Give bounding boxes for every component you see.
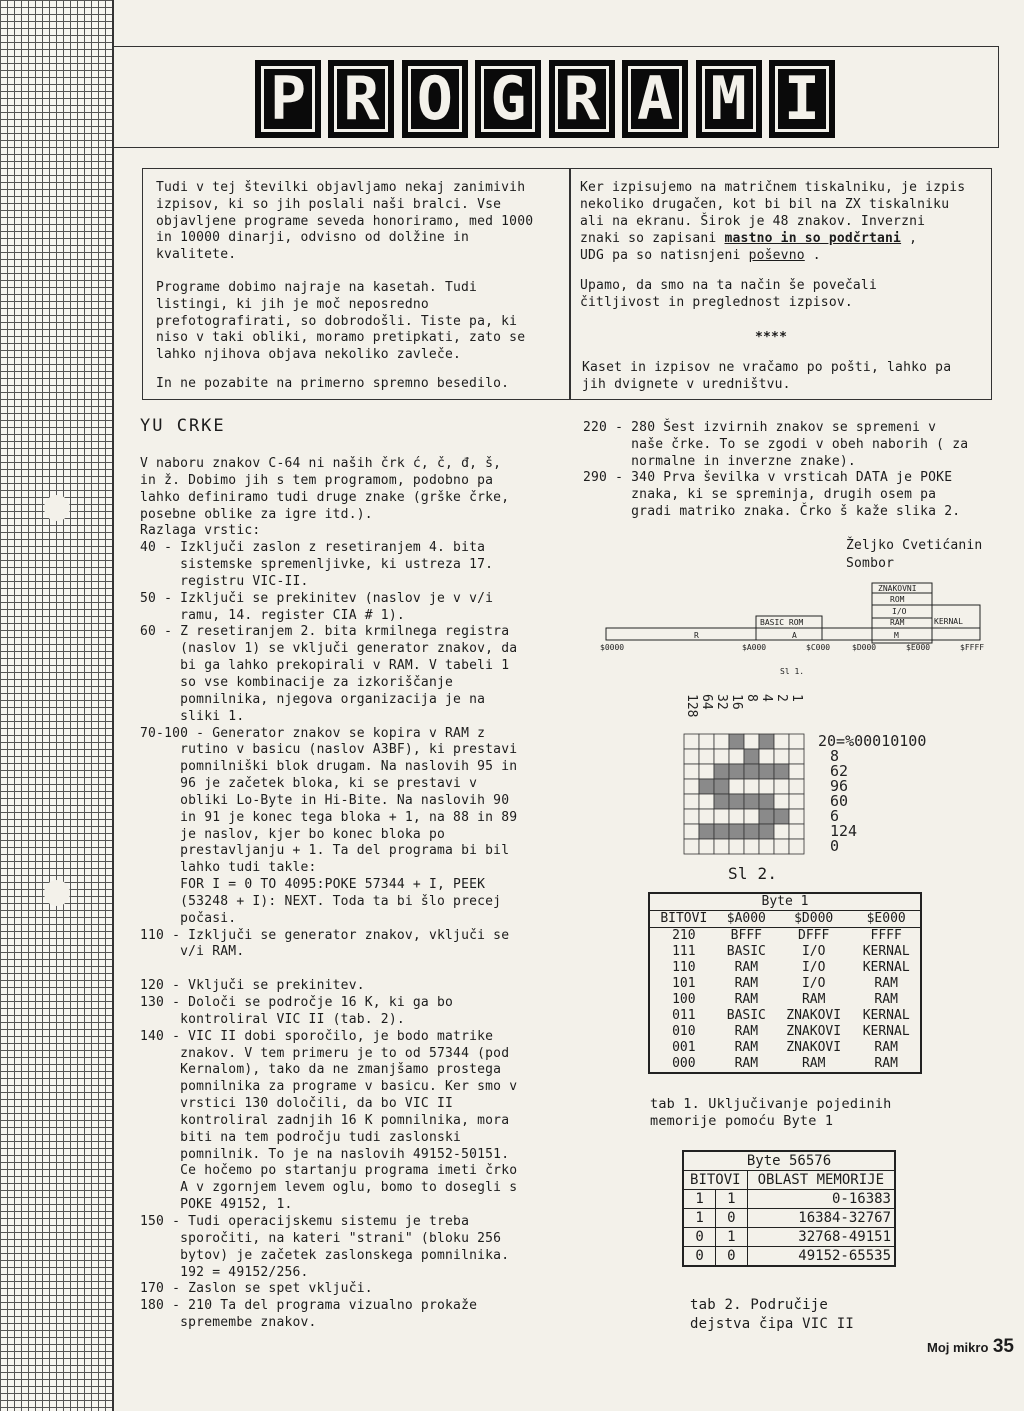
table-cell: I/O [801, 960, 826, 975]
table-cell: RAM [874, 992, 898, 1007]
text-line: prefotografirati, so dobrodošli. Tiste pa, ki [156, 313, 518, 329]
matrix-cell-empty [789, 779, 804, 794]
matrix-cell-set [744, 749, 759, 764]
bit-value-label: 8 [744, 694, 759, 702]
matrix-cell-set [699, 824, 714, 839]
table-cell: RAM [734, 976, 759, 991]
table1-header: BITOVI [649, 911, 718, 928]
matrix-cell-empty [714, 839, 729, 854]
text-line: je naslov, kjer bo konec bloka po [140, 826, 446, 842]
bit-value-label: 1 [789, 694, 804, 702]
matrix-cell-set [759, 764, 774, 779]
table-cell: ZNAKOVI [786, 1008, 842, 1023]
article-right-column [583, 420, 968, 521]
bit-value-label: 2 [774, 694, 789, 702]
table2-header-oblast: OBLAST MEMORIJE [747, 1171, 895, 1190]
table-row [649, 1008, 921, 1024]
table-cell: 001 [672, 1040, 696, 1055]
title-letter: P [255, 60, 321, 138]
text-line: počasi. [140, 910, 237, 926]
table-cell: 0 [716, 1209, 748, 1228]
text-line: Upamo, da smo na ta način še povečali [580, 278, 877, 293]
bit-value-label: 64 [699, 694, 714, 710]
title-letter: O [402, 60, 468, 138]
text-line: bi ga lahko prekopirali v RAM. V tabeli 1 [140, 658, 510, 674]
text-line: lahko njihova objava nekoliko zavleče. [156, 347, 462, 363]
address-label: $0000 [600, 643, 625, 652]
intro-right-para1 [580, 180, 965, 230]
intro-right-para3 [582, 360, 951, 394]
row-value: 20=%00010100 [818, 732, 927, 750]
table-row [683, 1190, 895, 1209]
author-city: Sombor [846, 556, 895, 571]
matrix-cell-empty [744, 839, 759, 854]
text-line: lahko tudi takle: [140, 860, 317, 876]
text-line: izpisov, ki so jih poslali naši bralci. Vse [156, 196, 502, 212]
table-row [649, 1024, 921, 1040]
address-label: $A000 [742, 643, 767, 652]
char-matrix-figure [680, 690, 980, 890]
table-cell: 0 [683, 1247, 716, 1267]
matrix-cell-empty [789, 749, 804, 764]
title-letter: G [475, 60, 541, 138]
page-footer [927, 1336, 1014, 1358]
table-cell: RAM [801, 1056, 826, 1071]
text-line: in 10000 dinarji, odvisno od dolžine in [156, 230, 470, 246]
text-line: Ce hočemo po startanju programa imeti črko [140, 1163, 518, 1179]
matrix-cell-empty [759, 779, 774, 794]
table-cell: 1 [716, 1190, 748, 1209]
text-line: gradi matriko znaka. Črko š kaže slika 2. [583, 503, 961, 519]
title-letter: M [696, 60, 762, 138]
table-row [683, 1209, 895, 1228]
matrix-cell-set [744, 764, 759, 779]
matrix-cell-set [744, 794, 759, 809]
row-value: 6 [830, 807, 840, 825]
matrix-cell-set [729, 734, 744, 749]
matrix-cell-empty [684, 839, 699, 854]
table-cell: RAM [874, 976, 898, 991]
address-label: $E000 [906, 643, 931, 652]
matrix-cell-empty [789, 794, 804, 809]
table-row [649, 944, 921, 960]
text-line: pomnilnika, njegova organizacija je na [140, 691, 486, 707]
text-line: ali na ekranu. Širok je 48 znakov. Inverzni [580, 213, 926, 229]
figure2-caption: Sl 2. [728, 864, 778, 883]
table-cell: 49152-65535 [747, 1247, 895, 1267]
text-line: čitljivost in preglednost izpisov. [580, 294, 853, 310]
matrix-cell-empty [744, 809, 759, 824]
matrix-cell-empty [684, 734, 699, 749]
magazine-name: Moj mikro [927, 1340, 989, 1355]
text-line: normalne in inverzne znake). [583, 453, 856, 469]
text-line: POKE 49152, 1. [140, 1197, 293, 1213]
label-znakovni: ZNAKOVNI [878, 584, 917, 593]
text-line: naše črke. To se zgodi v obeh naborih ( za [583, 436, 969, 452]
table-cell: RAM [874, 1040, 898, 1055]
text-line: bytov) je začetek zaslonskega pomnilnika. [140, 1247, 510, 1263]
matrix-cell-empty [789, 839, 804, 854]
matrix-cell-empty [789, 764, 804, 779]
text-line: 130 - Določi se področje 16 K, ki ga bo [140, 995, 454, 1010]
table1-header: $E000 [852, 911, 921, 928]
text-line: kontroliral zadnjih 16 K pomnilnika, mora [140, 1112, 510, 1128]
matrix-cell-empty [774, 794, 789, 809]
table-cell: RAM [874, 1056, 898, 1071]
title-letter: A [622, 60, 688, 138]
text-line: FOR I = 0 TO 4095:POKE 57344 + I, PEEK [140, 877, 486, 893]
table-cell: I/O [801, 944, 826, 959]
text-line: pomnilniški blok drugam. Na naslovih 95 in [140, 759, 518, 775]
text-line: 120 - Vključi se prekinitev. [140, 978, 365, 994]
text-line: listingi, ki jih je moč neposredno [156, 296, 429, 312]
label-a: A [792, 631, 797, 640]
punch-hole [44, 495, 70, 521]
text-line: niso v taki obliki, moramo pretipkati, zato se [156, 330, 526, 346]
label-r: R [694, 631, 699, 640]
intro-right-para2 [580, 278, 877, 312]
table-cell: BASIC [726, 1008, 766, 1023]
label-m: M [894, 631, 899, 640]
table-row [649, 976, 921, 992]
text-line: in 91 je konec tega bloka + 1, na 88 in 89 [140, 809, 518, 825]
matrix-cell-set [699, 779, 714, 794]
matrix-cell-empty [789, 824, 804, 839]
text-line: 96 je začetek bloka, ki se prestavi v [140, 776, 478, 792]
matrix-cell-empty [714, 734, 729, 749]
text-line: Ker izpisujemo na matričnem tiskalniku, je izpis [580, 180, 966, 195]
table1 [648, 892, 922, 1074]
text-line: in ž. Dobimo jih s tem programom, podobno pa [140, 472, 494, 488]
matrix-cell-empty [699, 839, 714, 854]
text-line: Razlaga vrstic: [140, 523, 261, 539]
matrix-cell-set [744, 824, 759, 839]
table1-header: $A000 [718, 911, 775, 928]
matrix-cell-set [729, 794, 744, 809]
text-line: Kaset in izpisov ne vračamo po pošti, lahko pa [582, 360, 952, 375]
text-line: spremembe znakov. [140, 1315, 317, 1331]
label-basic-rom: BASIC ROM [760, 618, 804, 627]
table-row [683, 1247, 895, 1267]
text-line: so vse kombinacije za izkoriščanje [140, 674, 454, 690]
text-line: registru VIC-II. [140, 573, 309, 589]
bit-value-label: 16 [729, 694, 744, 710]
punch-hole [44, 880, 70, 906]
matrix-cell-empty [759, 839, 774, 854]
table-cell: 0-16383 [747, 1190, 895, 1209]
address-label: $C000 [806, 643, 831, 652]
text-line: kvalitete. [156, 247, 237, 263]
matrix-cell-empty [699, 749, 714, 764]
matrix-cell-empty [714, 809, 729, 824]
article-left-column [140, 456, 517, 1332]
table-cell: BASIC [726, 944, 766, 959]
text-line: tab 1. Uključivanje pojedinih [650, 1096, 892, 1112]
text-line: 70-100 - Generator znakov se kopira v RAM z [140, 725, 486, 741]
matrix-cell-empty [729, 839, 744, 854]
table-row [683, 1228, 895, 1247]
matrix-cell-set [714, 794, 729, 809]
text-line: Programe dobimo najraje na kasetah. Tudi [156, 280, 478, 295]
text-line: 180 - 210 Ta del programa vizualno prokaže [140, 1298, 478, 1314]
table-cell: 32768-49151 [747, 1228, 895, 1247]
matrix-cell-empty [714, 749, 729, 764]
text-line: sporočiti, na kateri "strani" (bloku 256 [140, 1230, 502, 1246]
text-line: 50 - Izključi se prekinitev (naslov je v v/i [140, 590, 494, 606]
text-line: rutino v basicu (naslov A3BF), ki prestavi [140, 742, 518, 758]
table-row [649, 960, 921, 976]
matrix-cell-empty [774, 839, 789, 854]
text-line: 140 - VIC II dobi sporočilo, je bodo matrike [140, 1028, 494, 1044]
intro-left-para3: In ne pozabite na primerno spremno besedilo. [156, 376, 510, 391]
table1-header: $D000 [775, 911, 852, 928]
text-line: biti na tem področju tudi zaslonski [140, 1129, 462, 1145]
matrix-cell-set [729, 824, 744, 839]
text-line: pomnilnik. To je na naslovih 49152-50151. [140, 1146, 510, 1162]
table2-title: Byte 56576 [683, 1151, 895, 1171]
table1-title: Byte 1 [649, 893, 921, 911]
matrix-cell-empty [699, 734, 714, 749]
address-label: $FFFF [960, 643, 985, 652]
text-line: Kernalom), tako da ne zmanjšamo prostega [140, 1062, 502, 1078]
address-label: $D000 [852, 643, 877, 652]
table-cell: 010 [672, 1024, 696, 1039]
table-cell: ZNAKOVI [786, 1024, 842, 1039]
page-number: 35 [992, 1336, 1014, 1357]
matrix-cell-empty [789, 809, 804, 824]
author-name: Željko Cvetićanin [846, 538, 983, 553]
text-line: memorije pomoću Byte 1 [650, 1112, 834, 1129]
text-line: (53248 + I): NEXT. Toda ta bi šlo precej [140, 893, 502, 909]
text-line: prestavljanju + 1. Ta del programa bi bil [140, 843, 510, 859]
text-line: ramu, 14. register CIA # 1). [140, 607, 405, 623]
table2-caption [690, 1296, 854, 1334]
text-line: kontroliral VIC II (tab. 2). [140, 1011, 405, 1027]
table-row [649, 992, 921, 1008]
row-value: 62 [830, 762, 849, 780]
table-cell: FFFF [870, 928, 902, 943]
matrix-cell-empty [684, 764, 699, 779]
graph-paper-margin [0, 0, 114, 1411]
row-value: 8 [830, 747, 840, 765]
matrix-cell-empty [774, 824, 789, 839]
text-line: V naboru znakov C-64 ni naših črk ć, č, đ, š, [140, 456, 502, 471]
matrix-cell-empty [684, 779, 699, 794]
intro-left-para2 [156, 280, 525, 364]
matrix-cell-set [759, 809, 774, 824]
page-title [255, 58, 835, 140]
text-line: pomnilnika za programe v basicu. Ker smo v [140, 1079, 518, 1095]
table-cell: 1 [683, 1209, 716, 1228]
table-row [649, 1056, 921, 1073]
row-value: 96 [830, 777, 849, 795]
matrix-cell-set [759, 824, 774, 839]
table-cell: 0 [716, 1247, 748, 1267]
table-cell: RAM [734, 1056, 759, 1071]
bit-value-label: 128 [684, 694, 699, 718]
intro-right-line4: znaki so zapisani mastno in so podčrtani , [580, 231, 918, 246]
text-line [140, 961, 517, 978]
table-cell: 100 [672, 992, 696, 1007]
title-letter: I [769, 60, 835, 138]
matrix-cell-set [774, 764, 789, 779]
label-kernal: KERNAL [934, 617, 963, 626]
table-cell: 0 [683, 1228, 716, 1247]
matrix-cell-empty [729, 779, 744, 794]
table-cell: RAM [734, 1024, 759, 1039]
table-cell: RAM [801, 992, 826, 1007]
table-row [649, 1040, 921, 1056]
table2-header-bitovi: BITOVI [683, 1171, 747, 1190]
text-line: objavljene programe seveda honoriramo, med 1000 [156, 213, 534, 229]
article-heading: YU CRKE [140, 416, 226, 436]
matrix-cell-set [759, 734, 774, 749]
matrix-cell-set [774, 809, 789, 824]
matrix-cell-set [729, 764, 744, 779]
text-line: tab 2. Područije [690, 1297, 829, 1313]
table-cell: ZNAKOVI [786, 1040, 842, 1055]
text-line: 40 - Izključi zaslon z resetiranjem 4. bita [140, 540, 486, 556]
matrix-cell-set [714, 764, 729, 779]
text-line: obliki Lo-Byte in Hi-Bite. Na naslovih 90 [140, 792, 510, 808]
text-line: posebne oblike za igre itd.). [140, 506, 373, 522]
text-line: 150 - Tudi operacijskemu sistemu je treba [140, 1213, 470, 1229]
matrix-cell-empty [684, 809, 699, 824]
text-line: dejstva čipa VIC II [690, 1316, 854, 1332]
table-cell: 1 [716, 1228, 748, 1247]
text-line: vrstici 130 določili, da bo VIC II [140, 1096, 454, 1112]
table-row [649, 928, 921, 945]
matrix-cell-empty [774, 749, 789, 764]
row-value: 0 [830, 837, 840, 855]
matrix-cell-empty [684, 749, 699, 764]
matrix-cell-set [714, 824, 729, 839]
text-line: sliki 1. [140, 708, 245, 724]
matrix-cell-empty [729, 809, 744, 824]
table-cell: DFFF [798, 928, 830, 943]
matrix-cell-empty [744, 734, 759, 749]
matrix-cell-empty [774, 779, 789, 794]
bit-value-label: 4 [759, 694, 774, 702]
text-line: 290 - 340 Prva ševilka v vrsticah DATA je POKE [583, 470, 953, 486]
text-line: znaka, ki se spreminja, drugih osem pa [583, 487, 937, 503]
table-cell: KERNAL [862, 960, 910, 975]
text-line: 220 - 280 Šest izvirnih znakov se spremeni v [583, 420, 937, 435]
table-cell: BFFF [730, 928, 762, 943]
matrix-cell-set [714, 779, 729, 794]
table-cell: 110 [672, 960, 696, 975]
table-cell: KERNAL [862, 1024, 910, 1039]
figure1-caption: Sl 1. [780, 667, 805, 676]
intro-right-line5: UDG pa so natisnjeni poševno . [580, 248, 821, 263]
table-cell: I/O [801, 976, 826, 991]
text-line: (naslov 1) se vključi generator znakov, da [140, 641, 518, 657]
text-line: v/i RAM. [140, 944, 245, 960]
label-ram: RAM [890, 618, 905, 627]
label-io: I/O [892, 607, 907, 616]
table-cell: 1 [683, 1190, 716, 1209]
separator-stars: **** [755, 330, 788, 345]
matrix-cell-empty [729, 749, 744, 764]
table-cell: RAM [734, 960, 759, 975]
text-line: 110 - Izključi se generator znakov, vključi se [140, 927, 510, 943]
text-line: A v zgornjem levem oglu, bomo to dosegli s [140, 1180, 518, 1196]
matrix-cell-empty [684, 824, 699, 839]
bit-value-label: 32 [714, 694, 729, 710]
matrix-cell-empty [774, 734, 789, 749]
table-cell: 111 [672, 944, 696, 959]
text-line: lahko definiramo tudi druge znake (grške črke, [140, 489, 510, 505]
text-line: Tudi v tej številki objavljamo nekaj zanimivih [156, 180, 526, 195]
matrix-cell-empty [699, 809, 714, 824]
table-cell: 011 [672, 1008, 696, 1023]
text-line: nekoliko drugačen, kot bi bil na ZX tiskalniku [580, 196, 950, 212]
matrix-cell-empty [699, 794, 714, 809]
text-line: sistemske spremenljivke, ki ustreza 17. [140, 557, 494, 573]
row-value: 124 [830, 822, 858, 840]
title-letter: R [549, 60, 615, 138]
table-cell: KERNAL [862, 1008, 910, 1023]
intro-left-para1 [156, 180, 533, 264]
table-cell: RAM [734, 1040, 759, 1055]
text-line: jih dvignete v uredništvu. [582, 376, 791, 392]
matrix-cell-empty [684, 794, 699, 809]
table-cell: KERNAL [862, 944, 910, 959]
title-letter: R [328, 60, 394, 138]
label-rom: ROM [890, 595, 905, 604]
table1-caption [650, 1096, 892, 1130]
matrix-cell-set [759, 794, 774, 809]
table-cell: 101 [672, 976, 696, 991]
table-cell: 000 [672, 1056, 696, 1071]
table-cell: 210 [672, 928, 696, 943]
matrix-cell-empty [744, 779, 759, 794]
table-cell: 16384-32767 [747, 1209, 895, 1228]
memory-map-figure [600, 578, 1000, 678]
text-line: 192 = 49152/256. [140, 1264, 309, 1280]
text-line: znakov. V tem primeru je to od 57344 (pod [140, 1045, 510, 1061]
text-line: 170 - Zaslon se spet vključi. [140, 1281, 373, 1297]
row-value: 60 [830, 792, 849, 810]
text-line: 60 - Z resetiranjem 2. bita krmilnega registra [140, 624, 510, 640]
matrix-cell-empty [699, 764, 714, 779]
table2 [682, 1150, 896, 1267]
matrix-cell-empty [759, 749, 774, 764]
table-cell: RAM [734, 992, 759, 1007]
matrix-cell-empty [789, 734, 804, 749]
